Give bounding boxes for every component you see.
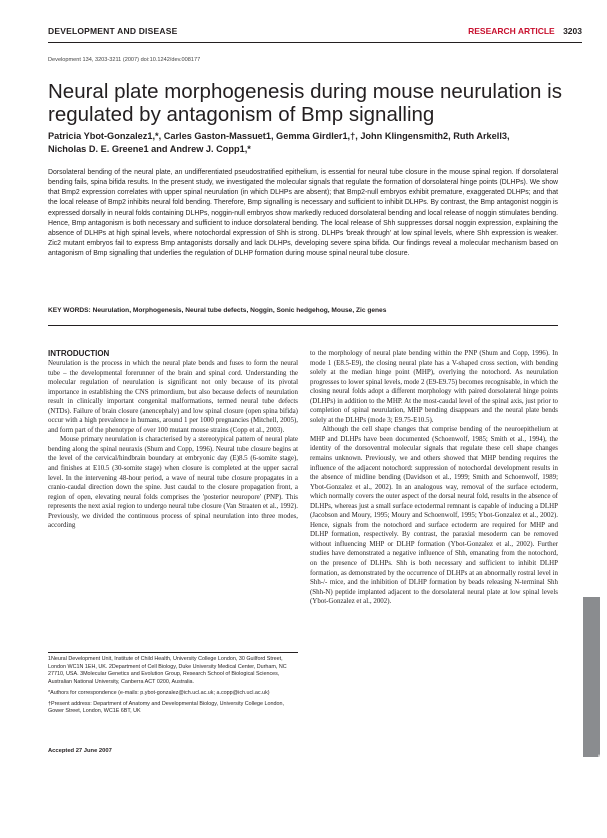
side-journal-label: DEVELOPMENT bbox=[597, 753, 607, 838]
body-column-left bbox=[48, 349, 298, 531]
section-heading-introduction: INTRODUCTION bbox=[48, 349, 110, 358]
author-line-1: Patricia Ybot-Gonzalez1,*, Carles Gaston-Massuet1, Gemma Girdler1,†, John Klingensmith2, Ruth Arkell3, bbox=[48, 131, 510, 141]
running-header bbox=[48, 26, 582, 40]
intro-paragraph-1: Neurulation is the process in which the neural plate bends and fuses to form the neural tube – the developmental forerunner of the brain and spinal cord. Understanding the molecular regulation of neurulation is significant not only because of its pivotal importance in establishing the CNS primordium, but also because defects of neurulation result in clinically important congenital malformations, termed neural tube defects (NTDs). Failure of brain closure (anencephaly) and low spinal closure (open spina bifida) occur with a high prevalence in humans, around 1 per 1000 pregnancies (Mitchell, 2005), and form part of the phenotype of over 100 mutant mouse strains (Copp et al., 2003). bbox=[48, 359, 298, 434]
article-type: RESEARCH ARTICLE bbox=[468, 26, 555, 36]
accepted-date: Accepted 27 June 2007 bbox=[48, 748, 112, 754]
footnotes bbox=[48, 656, 298, 719]
citation: Development 134, 3203-3211 (2007) doi:10.1242/dev.008177 bbox=[48, 57, 201, 63]
keywords: KEY WORDS: Neurulation, Morphogenesis, Neural tube defects, Noggin, Sonic hedgehog, Mouse, Zic genes bbox=[48, 307, 387, 314]
author-line-2: Nicholas D. E. Greene1 and Andrew J. Copp1,* bbox=[48, 144, 251, 154]
intro-paragraph-2: Mouse primary neurulation is characterised by a stereotypical pattern of neural plate bending along the spinal neuraxis (Shum and Copp, 1996). Neural tube closure begins at the level of the cervical/hindbrain boundary at embryonic day (E)8.5 (6-somite stage), and finishes at E10.5 (30-somite stage) when closure is completed at the upper sacral level. In the intervening 48-hour period, a wave of neural tube closure propagates in a cranio-caudal direction down the spine. Just caudal to the closure propagation front, a region of open, elevating neural folds comprises the 'posterior neuropore' (PNP). This represents the next axial region to undergo neural tube closure (Van Straaten et al., 1992). Previously, we divided the continuous process of spinal neurulation into three modes, according bbox=[48, 435, 298, 530]
correspondence: *Authors for correspondence (e-mails: p.ybot-gonzalez@ich.ucl.ac.uk; a.copp@ich.ucl.ac.uk) bbox=[48, 689, 270, 696]
footnote-rule bbox=[48, 652, 298, 653]
intro-paragraph-3: to the morphology of neural plate bending within the PNP (Shum and Copp, 1996). In mode 1 (E8.5-E9), the closing neural plate has a V-shaped cross section, with bending solely at the median hinge point (MHP), overlying the notochord. As neurulation progresses to lower spinal levels, mode 2 (E9-E9.75) becomes recognisable, in which the closing neural folds adopt a different morphology with paired dorsolateral hinge points (DLHPs) in addition to the MHP. At the most-caudal level of the spinal axis, just prior to completion of spinal neurulation, MHP bending disappears and the neural plate bends solely at the DLHPs (mode 3; E9.75-E10.5). bbox=[310, 349, 558, 424]
body-column-right bbox=[310, 349, 558, 607]
header-right bbox=[468, 26, 582, 36]
present-address: †Present address: Department of Anatomy and Developmental Biology, University College London, Gower Street, London, WC1E 6BT, UK bbox=[48, 700, 285, 715]
page-number: 3203 bbox=[563, 26, 582, 36]
journal-section: DEVELOPMENT AND DISEASE bbox=[48, 26, 178, 36]
keywords-rule bbox=[48, 325, 558, 326]
article-title: Neural plate morphogenesis during mouse neurulation is regulated by antagonism of Bmp signalling bbox=[48, 80, 562, 126]
intro-paragraph-4: Although the cell shape changes that comprise bending of the neuroepithelium at MHP and DLHPs have been documented (Schoenwolf, 1985; Smith et al., 1994), the identity of the dorsoventral molecular signals that regulate these cell shape changes remains unknown. Previously, we and others showed that MHP bending requires the influence of the adjacent notochord: suppression of notochordal development results in the absence of midline bending (Davidson et al., 1999; Smith and Schoenwolf, 1989; Ybot-Gonzalez et al., 2002). In an analogous way, removal of the surface ectoderm, which normally covers the outer aspect of the dorsal neural fold, results in the absence of DLHPs, whereas just a small surface ectodermal remnant is capable of inducing a DLHP (Jacobson and Moury, 1995; Moury and Schoenwolf, 1995; Ybot-Gonzalez et al., 2002). Hence, signals from the notochord and surface ectoderm are required for MHP and DLHP formation, respectively. By contrast, the paraxial mesoderm can be removed without influencing MHP or DLHP formation (Ybot-Gonzalez et al., 2002). Further studies have demonstrated a negative influence of Shh, emanating from the notochord, on the presence of DLHPs. Shh is both necessary and sufficient to inhibit DLHP formation, as demonstrated by the occurrence of DLHPs at an abnormally rostral level in Shh-/- mice, and the inhibition of DLHP formation by beads releasing N-terminal Shh (Shh-N) peptide implanted adjacent to the dorsolateral neural plate at low spinal levels (Ybot-Gonzalez et al., 2002). bbox=[310, 425, 558, 606]
header-rule bbox=[48, 42, 582, 43]
affiliations: 1Neural Development Unit, Institute of Child Health, University College London, 30 Guilford Street, London WC1N 1EH, UK. 2Department of Cell Biology, Duke University Medical Center, Durham, NC 27710, USA. 3Molecular Genetics and Evolution Group, Research School of Biological Sciences, Australian National University, Canberra ACT 0200, Australia. bbox=[48, 656, 287, 686]
side-band bbox=[583, 597, 600, 757]
author-list bbox=[48, 130, 568, 156]
abstract: Dorsolateral bending of the neural plate, an undifferentiated pseudostratified epithelium, is essential for neural tube closure in the mouse spinal region. If dorsolateral bending fails, spina bifida results. In the present study, we investigated the molecular signals that regulate the formation of dorsolateral hinge points (DLHPs). We show that Bmp2 expression correlates with upper spinal neurulation (in which DLHPs are absent); that Bmp2-null embryos exhibit premature, exaggerated DLHPs; and that the local release of Bmp2 inhibits neural fold bending. Therefore, Bmp signalling is necessary and sufficient to inhibit DLHPs. By contrast, the Bmp antagonist noggin is expressed dorsally in neural folds containing DLHPs, noggin-null embryos show markedly reduced dorsolateral bending and local release of noggin stimulates bending. Hence, Bmp antagonism is both necessary and sufficient to induce dorsolateral bending. The local release of Shh suppresses dorsal noggin expression, explaining the absence of DLHPs at high spinal levels, where notochordal expression of Shh is strong. DLHPs 'break through' at low spinal levels, where Shh expression is weaker. Zic2 mutant embryos fail to express Bmp antagonists dorsally and lack DLHPs, developing severe spina bifida. Our findings reveal a molecular mechanism based on antagonism of Bmp signalling that underlies the regulation of DLHP formation during mouse spinal neural tube closure. bbox=[48, 169, 558, 258]
